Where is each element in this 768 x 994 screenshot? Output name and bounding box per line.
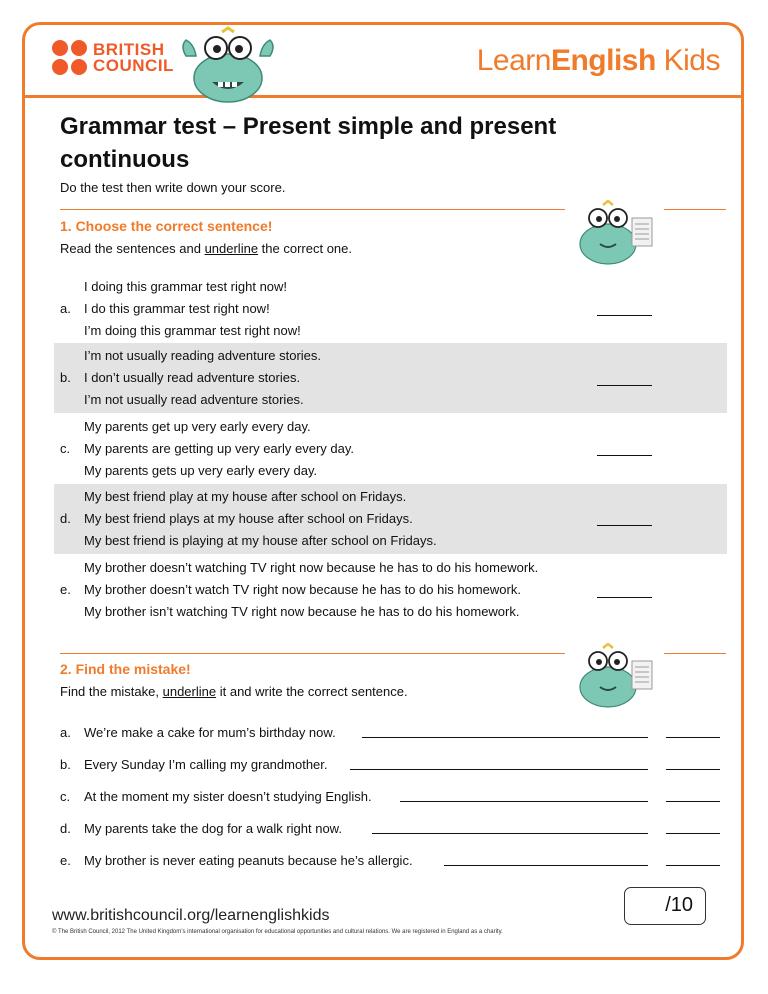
bc-logo-line1: BRITISH <box>93 39 165 59</box>
monster-mascot-icon <box>178 26 278 106</box>
score-blank[interactable] <box>666 789 720 802</box>
option: My brother doesn’t watch TV right now because he has to do his homework. <box>84 582 521 597</box>
option: My brother doesn’t watching TV right now because he has to do his homework. <box>84 560 539 575</box>
option: My parents gets up very early every day. <box>84 463 318 478</box>
page-title: Grammar test – Present simple and present continuous <box>60 113 557 173</box>
mistake-item-a: a. We’re make a cake for mum’s birthday now. <box>60 725 720 745</box>
answer-blank[interactable] <box>400 789 648 802</box>
option: My best friend is playing at my house after school on Fridays. <box>84 533 437 548</box>
question-letter: d. <box>60 511 71 526</box>
option: My best friend plays at my house after school on Fridays. <box>84 511 413 526</box>
section2-rule-left <box>60 653 565 654</box>
intro-text: Do the test then write down your score. <box>60 180 286 195</box>
score-blank[interactable] <box>666 821 720 834</box>
question-letter: e. <box>60 582 71 597</box>
option: I doing this grammar test right now! <box>84 279 288 294</box>
section2-title: 2. Find the mistake! <box>60 661 191 677</box>
answer-blank[interactable] <box>372 821 648 834</box>
option: My parents are getting up very early every day. <box>84 441 354 456</box>
option: I don’t usually read adventure stories. <box>84 370 301 385</box>
total-score-box[interactable]: /10 <box>624 887 706 925</box>
option: My best friend play at my house after school on Fridays. <box>84 489 407 504</box>
answer-blank[interactable] <box>444 853 648 866</box>
bc-dots-icon <box>52 40 87 75</box>
footer-copyright: © The British Council, 2012 The United Kingdom’s international organisation for educational opportunities and cultural relations. We are registered in England as a charity. <box>52 929 503 935</box>
section2-rule-right <box>664 653 726 654</box>
section1-instructions: Read the sentences and underline the correct one. <box>60 241 353 256</box>
score-blank[interactable] <box>666 853 720 866</box>
score-blank[interactable] <box>597 583 652 598</box>
option: I’m doing this grammar test right now! <box>84 323 301 338</box>
section2-instructions: Find the mistake, underline it and write the correct sentence. <box>60 684 408 699</box>
question-letter: b. <box>60 370 71 385</box>
question-block-a <box>54 271 727 343</box>
option: My brother isn’t watching TV right now because he has to do his homework. <box>84 604 520 619</box>
question-block-b <box>54 343 727 413</box>
option: I do this grammar test right now! <box>84 301 270 316</box>
option: I’m not usually reading adventure stories. <box>84 348 322 363</box>
question-block-d <box>54 484 727 554</box>
score-blank[interactable] <box>597 371 652 386</box>
question-letter: c. <box>60 441 71 456</box>
score-blank[interactable] <box>666 757 720 770</box>
bc-logo-line2: COUNCIL <box>93 55 174 75</box>
question-letter: a. <box>60 301 71 316</box>
learnenglish-kids-logo: LearnEnglish Kids <box>476 44 720 77</box>
mistake-item-b: b. Every Sunday I’m calling my grandmother. <box>60 757 720 777</box>
question-block-c <box>54 413 727 484</box>
option: My parents get up very early every day. <box>84 419 311 434</box>
score-blank[interactable] <box>666 725 720 738</box>
answer-blank[interactable] <box>362 725 648 738</box>
header-divider <box>22 95 744 98</box>
mistake-item-c: c. At the moment my sister doesn’t studying English. <box>60 789 720 809</box>
score-blank[interactable] <box>597 301 652 316</box>
answer-blank[interactable] <box>350 757 648 770</box>
option: I’m not usually read adventure stories. <box>84 392 304 407</box>
mistake-item-d: d. My parents take the dog for a walk right now. <box>60 821 720 841</box>
question-block-e <box>54 554 727 626</box>
monster-reading-icon <box>570 643 660 713</box>
british-council-logo <box>52 40 174 75</box>
score-blank[interactable] <box>597 441 652 456</box>
mistake-item-e: e. My brother is never eating peanuts because he’s allergic. <box>60 853 720 873</box>
section1-title: 1. Choose the correct sentence! <box>60 218 273 234</box>
section1-rule-left <box>60 209 565 210</box>
monster-reading-icon <box>570 200 660 270</box>
section1-rule-right <box>664 209 726 210</box>
footer-url[interactable]: www.britishcouncil.org/learnenglishkids <box>52 907 330 924</box>
score-blank[interactable] <box>597 511 652 526</box>
